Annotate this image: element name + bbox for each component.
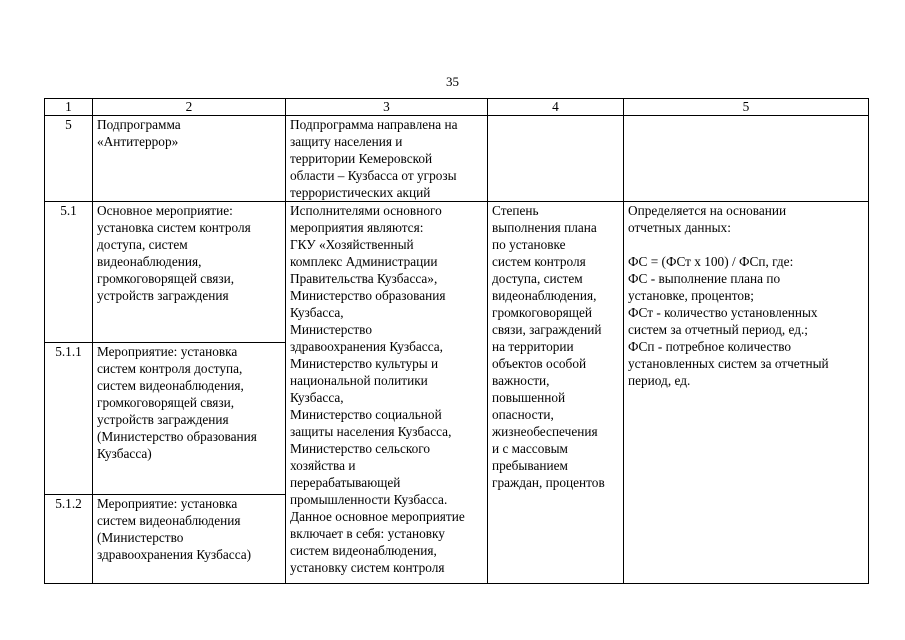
- row-number: 5.1: [45, 202, 93, 343]
- row-method: Определяется на основании отчетных данных: ФС = (ФСт х 100) / ФСп, где: ФС - выполнение плана по установке, процентов; ФСт - количество установленных систем за отчетный период, ед.; ФСп - потребное количество установленных систем за отчетный период, ед.: [624, 202, 869, 584]
- row-name: Мероприятие: установка систем контроля доступа, систем видеонаблюдения, громкоговорящей связи, устройств заграждения (Министерство образования Кузбасса): [93, 343, 286, 495]
- header-cell: 5: [624, 99, 869, 116]
- row-number: 5.1.2: [45, 495, 93, 584]
- row-description: Подпрограмма направлена на защиту населения и территории Кемеровской области – Кузбасса от угрозы террористических акций: [286, 116, 488, 202]
- table-row: [45, 202, 869, 343]
- row-name: Мероприятие: установка систем видеонаблюдения (Министерство здравоохранения Кузбасса): [93, 495, 286, 584]
- row-name: Основное мероприятие: установка систем контроля доступа, систем видеонаблюдения, громкоговорящей связи, устройств заграждения: [93, 202, 286, 343]
- row-indicator: [488, 116, 624, 202]
- page-number: 35: [446, 74, 459, 89]
- table-header-row: [45, 99, 869, 116]
- header-cell: 3: [286, 99, 488, 116]
- header-cell: 2: [93, 99, 286, 116]
- row-name: Подпрограмма «Антитеррор»: [93, 116, 286, 202]
- measures-table: [44, 98, 869, 584]
- header-cell: 1: [45, 99, 93, 116]
- row-number: 5.1.1: [45, 343, 93, 495]
- row-number: 5: [45, 116, 93, 202]
- table-row: [45, 116, 869, 202]
- row-method: [624, 116, 869, 202]
- row-description: Исполнителями основного мероприятия являются: ГКУ «Хозяйственный комплекс Администрации Правительства Кузбасса», Министерство образования Кузбасса, Министерство здравоохранения Кузбасса, Министерство культуры и национальной политики Кузбасса, Министерство социальной защиты населения Кузбасса, Министерство сельского хозяйства и перерабатывающей промышленности Кузбасса. Данное основное мероприятие включает в себя: установку систем видеонаблюдения, установку систем контроля: [286, 202, 488, 584]
- row-indicator: Степень выполнения плана по установке систем контроля доступа, систем видеонаблюдения, громкоговорящей связи, заграждений на территории объектов особой важности, повышенной опасности, жизнеобеспечения и с массовым пребыванием граждан, процентов: [488, 202, 624, 584]
- header-cell: 4: [488, 99, 624, 116]
